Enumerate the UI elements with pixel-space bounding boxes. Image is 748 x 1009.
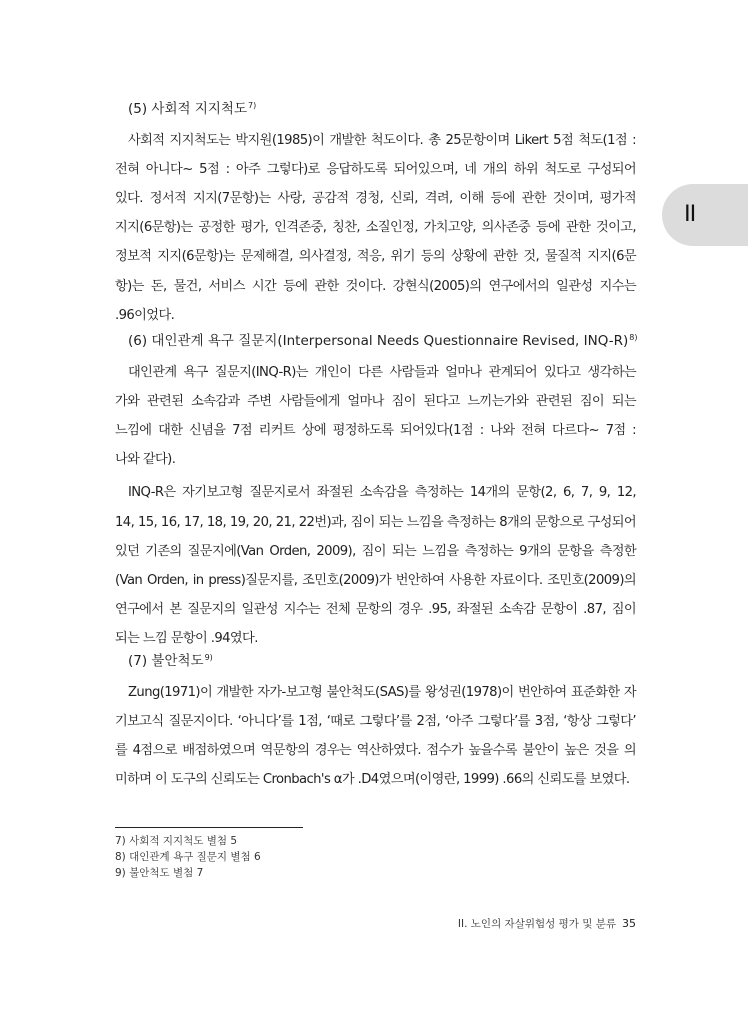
- paragraph-line: 지지(6문항)는 공정한 평가, 인격존중, 칭찬, 소질인정, 가치고양, 의사존중 등에 관한 것이고,: [115, 220, 636, 235]
- paragraph-line: 가와 관련된 소속감과 주변 사람들에게 얼마나 짐이 된다고 느끼는가와 관련된 짐이 되는: [115, 394, 636, 409]
- paragraph-line: 14, 15, 16, 17, 18, 19, 20, 21, 22번)과, 짐이 되는 느낌을 측정하는 8개의 문항으로 구성되어: [115, 515, 636, 530]
- paragraph-line: 미하며 이 도구의 신뢰도는 Cronbach's α가 .D4였으며(이영란, 1999) .66의 신뢰도를 보였다.: [115, 772, 630, 787]
- chapter-tab: [662, 184, 748, 246]
- paragraph-line: 연구에서 본 질문지의 일관성 지수는 전체 문항의 경우 .95, 좌절된 소속감 문항이 .87, 짐이: [115, 602, 636, 617]
- paragraph-line: 기보고식 질문지이다. ‘아니다’를 1점, ‘때로 그렇다’를 2점, ‘아주 그렇다’를 3점, ‘항상 그렇다’: [115, 714, 636, 729]
- section-heading: [128, 649, 213, 669]
- paragraph-line: .96이었다.: [115, 308, 175, 323]
- footnote-ref: 8): [629, 332, 638, 342]
- section-heading-text: (5) 사회적 지지척도: [128, 101, 247, 117]
- footnote-ref: 7): [248, 100, 257, 110]
- running-footer-text: II. 노인의 자살위험성 평가 및 분류: [457, 918, 616, 930]
- paragraph-line: 대인관계 욕구 질문지(INQ-R)는 개인이 다른 사람들과 얼마나 관계되어 있다고 생각하는: [128, 365, 636, 380]
- paragraph-line: 있던 기존의 질문지에(Van Orden, 2009), 짐이 되는 느낌을 측정하는 9개의 문항을 측정한: [115, 544, 636, 559]
- paragraph-line: INQ-R은 자기보고형 질문지로서 좌절된 소속감을 측정하는 14개의 문항(2, 6, 7, 9, 12,: [128, 485, 636, 500]
- paragraph-line: (Van Orden, in press)질문지를, 조민호(2009)가 번안하여 사용한 자료이다. 조민호(2009)의: [115, 573, 636, 588]
- paragraph-line: 느낌에 대한 신념을 7점 리커트 상에 평정하도록 되어있다(1점 : 나와 전혀 다르다~ 7점 :: [115, 423, 636, 438]
- paragraph-line: 나와 같다).: [115, 452, 176, 467]
- paragraph-line: 사회적 지지척도는 박지원(1985)이 개발한 척도이다. 총 25문항이며 Likert 5점 척도(1점 :: [128, 133, 636, 148]
- section-heading-text: (6) 대인관계 욕구 질문지(Interpersonal Needs Questionnaire Revised, INQ-R): [128, 333, 629, 349]
- running-footer: [458, 916, 636, 931]
- paragraph-line: 항)는 돈, 물건, 서비스 시간 등에 관한 것이다. 강현식(2005)의 연구에서의 일관성 지수는: [115, 279, 636, 294]
- footnote-item: 8) 대인관계 욕구 질문지 별첨 6: [115, 851, 261, 863]
- footnote-ref: 9): [204, 652, 213, 662]
- footnote-item: 9) 불안척도 별첨 7: [115, 867, 204, 879]
- footnote-rule: [115, 827, 303, 828]
- paragraph-line: 전혀 아니다~ 5점 : 아주 그렇다)로 응답하도록 되어있으며, 네 개의 하위 척도로 구성되어: [115, 162, 636, 177]
- paragraph-line: 를 4점으로 배점하였으며 역문항의 경우는 역산하였다. 점수가 높을수록 불안이 높은 것을 의: [115, 743, 636, 758]
- chapter-tab-label: II: [684, 200, 696, 227]
- paragraph-line: 있다. 정서적 지지(7문항)는 사랑, 공감적 경청, 신뢰, 격려, 이해 등에 관한 것이며, 평가적: [115, 191, 636, 206]
- paragraph-line: 정보적 지지(6문항)는 문제해결, 의사결정, 적응, 위기 등의 상황에 관한 것, 물질적 지지(6문: [115, 249, 636, 264]
- section-heading: [128, 329, 637, 349]
- paragraph-line: Zung(1971)이 개발한 자가-보고형 불안척도(SAS)를 왕성권(1978)이 번안하여 표준화한 자: [128, 685, 637, 700]
- section-heading: [128, 97, 256, 117]
- section-heading-text: (7) 불안척도: [128, 653, 204, 669]
- paragraph-line: 되는 느낌 문항이 .94였다.: [115, 631, 258, 646]
- page-number: 35: [622, 917, 636, 930]
- footnote-item: 7) 사회적 지지척도 별첨 5: [115, 835, 238, 847]
